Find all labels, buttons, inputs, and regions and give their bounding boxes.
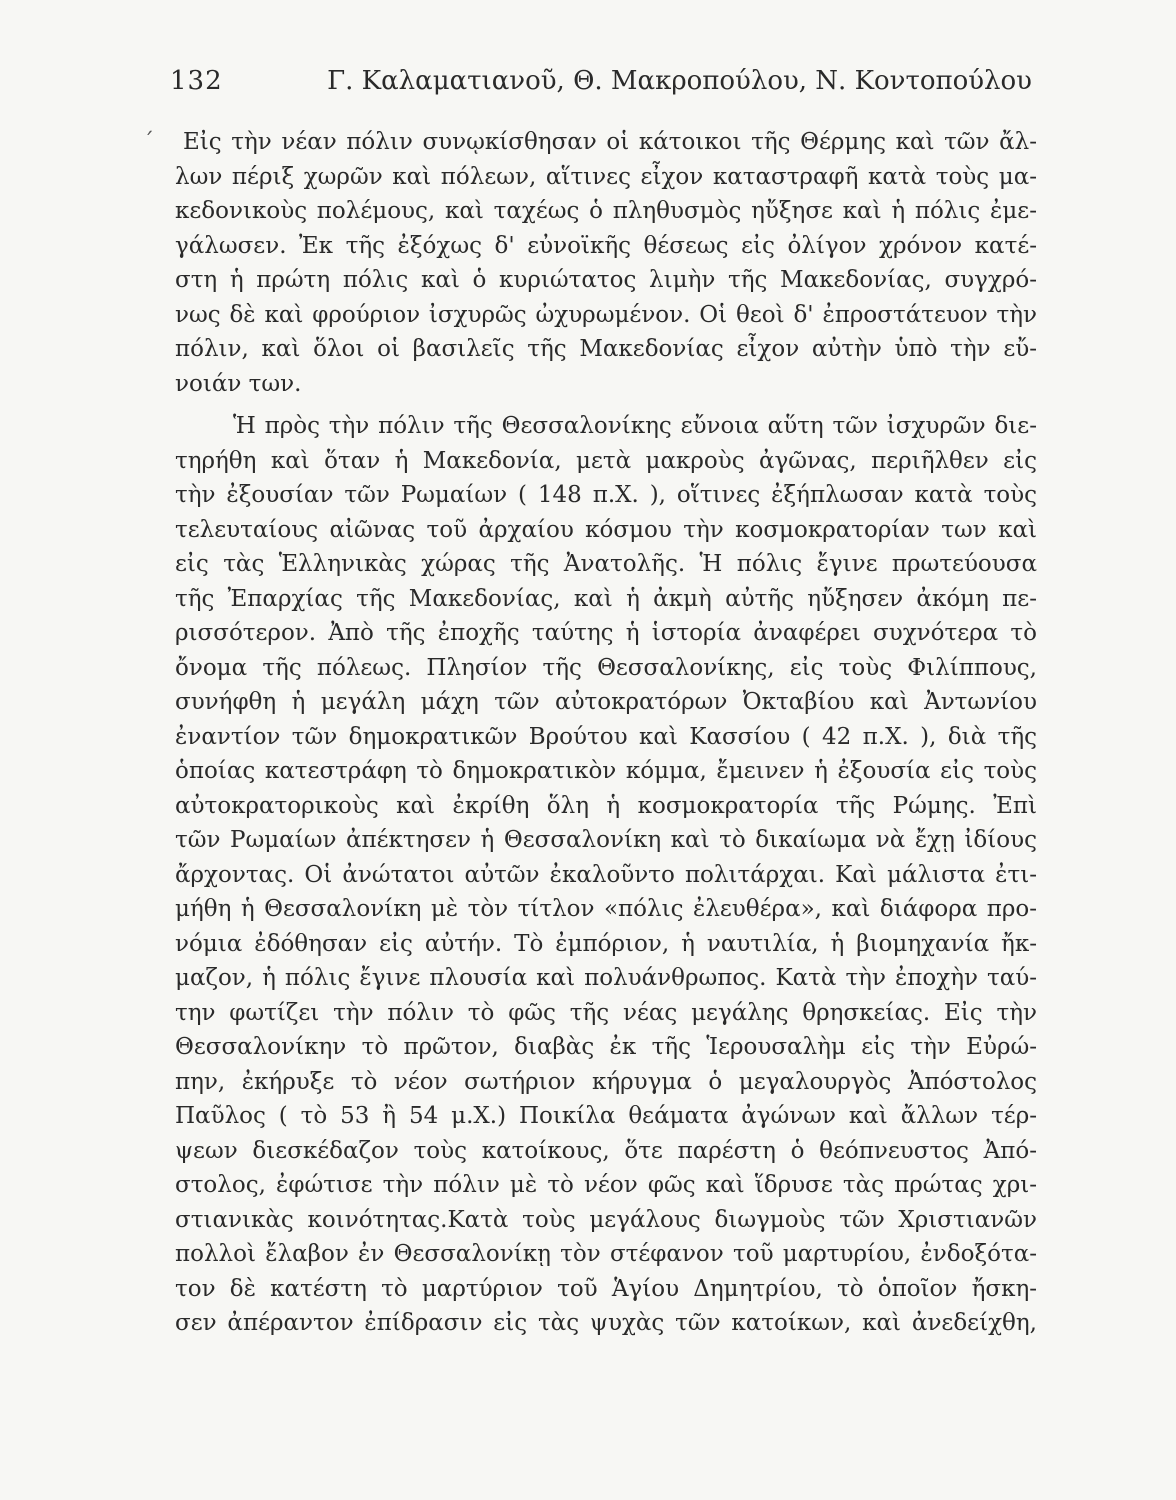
text-line: Θεσσαλονίκην τὸ πρῶτον, διαβὰς ἐκ τῆς Ἱερουσαλὴμ εἰς τὴν Εὐρώ- (175, 1034, 1037, 1060)
text-line: τηρήθη καὶ ὅταν ἡ Μακεδονία, μετὰ μακροὺς ἀγῶνας, περιῆλθεν εἰς (175, 447, 1037, 474)
text-line: αὐτοκρατορικοὺς καὶ ἐκρίθη ὅλη ἡ κοσμοκρατορία τῆς Ρώμης. Ἐπὶ (175, 792, 1037, 819)
text-line: εἰς τὰς Ἑλληνικὰς χώρας τῆς Ἀνατολῆς. Ἡ πόλις ἔγινε πρωτεύουσα (175, 551, 1037, 577)
text-line: τελευταίους αἰῶνας τοῦ ἀρχαίου κόσμου τὴν κοσμοκρατορίαν των καὶ (175, 516, 1037, 543)
text-line: τῆς Ἐπαρχίας τῆς Μακεδονίας, καὶ ἡ ἀκμὴ αὐτῆς ηὔξησεν ἀκόμη πε- (175, 585, 1037, 612)
text-line: κεδονικοὺς πολέμους, καὶ ταχέως ὁ πληθυσμὸς ηὔξησε καὶ ἡ πόλις ἐμε- (175, 198, 1037, 224)
text-line: γάλωσεν. Ἐκ τῆς ἐξόχως δ' εὐνοϊκῆς θέσεως εἰς ὀλίγον χρόνον κατέ- (175, 232, 1037, 259)
text-line: Παῦλος ( τὸ 53 ἢ 54 μ.Χ.) Ποικίλα θεάματα ἀγώνων καὶ ἄλλων τέρ- (175, 1103, 1037, 1129)
text-line: ἐναντίον τῶν δημοκρατικῶν Βρούτου καὶ Κασσίου ( 42 π.Χ. ), διὰ τῆς (175, 723, 1037, 750)
text-line: τῶν Ρωμαίων ἀπέκτησεν ἡ Θεσσαλονίκη καὶ τὸ δικαίωμα νὰ ἔχῃ ἰδίους (175, 827, 1037, 853)
running-title: Γ. Καλαματιανοῦ, Θ. Μακροπούλου, Ν. Κοντοπούλου (327, 66, 1032, 96)
text-line: σεν ἀπέραντον ἐπίδρασιν εἰς τὰς ψυχὰς τῶν κατοίκων, καὶ ἀνεδείχθη, (175, 1310, 1037, 1336)
text-line: Εἰς τὴν νέαν πόλιν συνῳκίσθησαν οἱ κάτοικοι τῆς Θέρμης καὶ τῶν ἄλ- (183, 129, 1037, 155)
text-line: συνήφθη ἡ μεγάλη μάχη τῶν αὐτοκρατόρων Ὀκταβίου καὶ Ἀντωνίου (175, 689, 1037, 715)
text-line: τον δὲ κατέστη τὸ μαρτύριον τοῦ Ἁγίου Δημητρίου, τὸ ὁποῖον ἤσκη- (175, 1275, 1037, 1302)
text-line: Ἡ πρὸς τὴν πόλιν τῆς Θεσσαλονίκης εὔνοια αὕτη τῶν ἰσχυρῶν διε- (233, 413, 1037, 439)
text-line: ἄρχοντας. Οἱ ἀνώτατοι αὐτῶν ἐκαλοῦντο πολιτάρχαι. Καὶ μάλιστα ἐτι- (175, 861, 1037, 888)
text-line: στολος, ἐφώτισε τὴν πόλιν μὲ τὸ νέον φῶς καὶ ἵδρυσε τὰς πρώτας χρι- (175, 1172, 1037, 1198)
text-line: ὄνομα τῆς πόλεως. Πλησίον τῆς Θεσσαλονίκης, εἰς τοὺς Φιλίππους, (175, 654, 1037, 681)
paragraph-2 (175, 409, 1037, 1341)
text-line: πην, ἐκήρυξε τὸ νέον σωτήριον κήρυγμα ὁ μεγαλουργὸς Ἀπόστολος (175, 1068, 1037, 1095)
text-line: νοιάν των. (175, 370, 302, 397)
page-number: 132 (170, 66, 223, 96)
text-line: νως δὲ καὶ φρούριον ἰσχυρῶς ὠχυρωμένον. Οἱ θεοὶ δ' ἐπροστάτευον τὴν (175, 301, 1037, 328)
text-line: νόμια ἐδόθησαν εἰς αὐτήν. Τὸ ἐμπόριον, ἡ ναυτιλία, ἡ βιομηχανία ἤκ- (175, 930, 1037, 957)
text-line: πολλοὶ ἔλαβον ἐν Θεσσαλονίκῃ τὸν στέφανον τοῦ μαρτυρίου, ἐνδοξότα- (175, 1241, 1037, 1267)
text-line: στη ἡ πρώτη πόλις καὶ ὁ κυριώτατος λιμὴν τῆς Μακεδονίας, συγχρό- (175, 267, 1037, 293)
text-line: ψεων διεσκέδαζον τοὺς κατοίκους, ὅτε παρέστη ὁ θεόπνευστος Ἀπό- (175, 1137, 1037, 1164)
text-line: τὴν ἐξουσίαν τῶν Ρωμαίων ( 148 π.Χ. ), οἵτινες ἐξήπλωσαν κατὰ τοὺς (175, 482, 1037, 508)
text-line: ὁποίας κατεστράφη τὸ δημοκρατικὸν κόμμα, ἔμεινεν ἡ ἐξουσία εἰς τοὺς (175, 758, 1037, 784)
text-line: λων πέριξ χωρῶν καὶ πόλεων, αἵτινες εἶχον καταστραφῆ κατὰ τοὺς μα- (175, 163, 1037, 190)
text-line: μαζον, ἡ πόλις ἔγινε πλουσία καὶ πολυάνθρωπος. Κατὰ τὴν ἐποχὴν ταύ- (175, 965, 1037, 991)
text-line: ρισσότερον. Ἀπὸ τῆς ἐποχῆς ταύτης ἡ ἱστορία ἀναφέρει συχνότερα τὸ (175, 620, 1037, 646)
page-header (170, 66, 1032, 106)
text-line: πόλιν, καὶ ὅλοι οἱ βασιλεῖς τῆς Μακεδονίας εἶχον αὐτὴν ὑπὸ τὴν εὔ- (175, 336, 1037, 362)
text-line: μήθη ἡ Θεσσαλονίκη μὲ τὸν τίτλον «πόλις ἐλευθέρα», καὶ διάφορα προ- (175, 896, 1037, 922)
paragraph-1 (175, 125, 1037, 401)
body-text (175, 125, 1037, 1341)
margin-mark: ´ (143, 130, 154, 155)
text-line: την φωτίζει τὴν πόλιν τὸ φῶς τῆς νέας μεγάλης θρησκείας. Εἰς τὴν (175, 999, 1037, 1026)
text-line: στιανικὰς κοινότητας.Κατὰ τοὺς μεγάλους διωγμοὺς τῶν Χριστιανῶν (175, 1206, 1037, 1233)
